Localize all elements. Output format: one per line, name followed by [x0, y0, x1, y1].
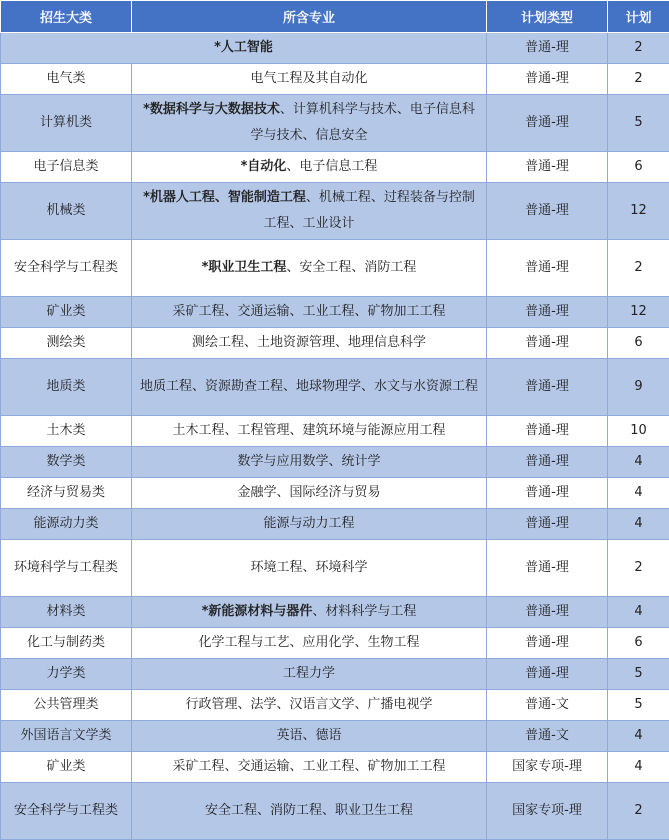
majors-rest: 采矿工程、交通运输、工业工程、矿物加工工程: [172, 759, 445, 774]
category-cell: 材料类: [1, 597, 132, 628]
plan-cell: 6: [608, 152, 669, 183]
table-row: [1, 152, 669, 183]
plan-type-cell: 普通-理: [487, 597, 608, 628]
plan-type-cell: 普通-理: [487, 359, 608, 416]
category-cell: 数学类: [1, 447, 132, 478]
majors-rest: 化学工程与工艺、应用化学、生物工程: [198, 635, 419, 650]
majors-rest: 测绘工程、土地资源管理、地理信息科学: [192, 335, 426, 350]
majors-rest: 金融学、国际经济与贸易: [237, 485, 380, 500]
plan-type-cell: 国家专项-理: [487, 752, 608, 783]
plan-cell: 9: [608, 359, 669, 416]
plan-cell: 6: [608, 628, 669, 659]
majors-rest: 、材料科学与工程: [312, 604, 416, 619]
category-cell: 安全科学与工程类: [1, 240, 132, 297]
majors-rest: 地质工程、资源勘查工程、地球物理学、水文与水资源工程: [140, 379, 478, 394]
majors-cell: [1, 33, 487, 64]
plan-type-cell: 普通-理: [487, 478, 608, 509]
majors-cell: [132, 721, 487, 752]
plan-cell: 4: [608, 597, 669, 628]
plan-cell: 4: [608, 509, 669, 540]
table-row: [1, 416, 669, 447]
plan-cell: 5: [608, 659, 669, 690]
majors-bold: *机器人工程、智能制造工程: [143, 190, 306, 205]
header-majors: 所含专业: [132, 1, 487, 33]
majors-cell: [132, 659, 487, 690]
category-cell: 电子信息类: [1, 152, 132, 183]
category-cell: 外国语言文学类: [1, 721, 132, 752]
table-row: [1, 297, 669, 328]
category-cell: 公共管理类: [1, 690, 132, 721]
plan-cell: 6: [608, 328, 669, 359]
table-row: [1, 447, 669, 478]
majors-cell: [132, 240, 487, 297]
majors-bold: *数据科学与大数据技术: [143, 102, 280, 117]
table-row: [1, 509, 669, 540]
majors-cell: [132, 447, 487, 478]
plan-type-cell: 普通-理: [487, 416, 608, 447]
plan-type-cell: 普通-理: [487, 509, 608, 540]
majors-rest: 行政管理、法学、汉语言文学、广播电视学: [185, 697, 432, 712]
majors-cell: [132, 628, 487, 659]
plan-type-cell: 普通-理: [487, 152, 608, 183]
plan-type-cell: 普通-文: [487, 721, 608, 752]
plan-type-cell: 普通-理: [487, 183, 608, 240]
majors-rest: 数学与应用数学、统计学: [237, 454, 380, 469]
table-row: [1, 540, 669, 597]
table-row: [1, 721, 669, 752]
table-row: [1, 95, 669, 152]
category-cell: 能源动力类: [1, 509, 132, 540]
plan-cell: 4: [608, 721, 669, 752]
plan-type-cell: 普通-理: [487, 659, 608, 690]
majors-cell: [132, 540, 487, 597]
plan-type-cell: 国家专项-理: [487, 783, 608, 840]
table-row: [1, 752, 669, 783]
majors-rest: 安全工程、消防工程、职业卫生工程: [205, 803, 413, 818]
majors-cell: [132, 478, 487, 509]
category-cell: 安全科学与工程类: [1, 783, 132, 840]
majors-rest: 环境工程、环境科学: [250, 560, 367, 575]
category-cell: 矿业类: [1, 297, 132, 328]
plan-cell: 2: [608, 540, 669, 597]
majors-cell: [132, 690, 487, 721]
plan-cell: 5: [608, 95, 669, 152]
plan-cell: 10: [608, 416, 669, 447]
majors-cell: [132, 183, 487, 240]
majors-rest: 能源与动力工程: [263, 516, 354, 531]
plan-type-cell: 普通-理: [487, 240, 608, 297]
category-cell: 地质类: [1, 359, 132, 416]
plan-type-cell: 普通-理: [487, 540, 608, 597]
table-row: [1, 64, 669, 95]
plan-type-cell: 普通-文: [487, 690, 608, 721]
majors-rest: 工程力学: [283, 666, 335, 681]
table-row: [1, 359, 669, 416]
table-row: [1, 690, 669, 721]
plan-type-cell: 普通-理: [487, 297, 608, 328]
majors-cell: [132, 64, 487, 95]
header-plan: 计划: [608, 1, 669, 33]
category-cell: 力学类: [1, 659, 132, 690]
table-row: [1, 240, 669, 297]
plan-cell: 12: [608, 183, 669, 240]
majors-rest: 、机械工程、过程装备与控制工程、工业设计: [263, 190, 474, 231]
plan-cell: 5: [608, 690, 669, 721]
header-category: 招生大类: [1, 1, 132, 33]
majors-rest: 英语、德语: [276, 728, 341, 743]
majors-rest: 土木工程、工程管理、建筑环境与能源应用工程: [172, 423, 445, 438]
majors-cell: [132, 359, 487, 416]
majors-cell: [132, 597, 487, 628]
table-row: [1, 478, 669, 509]
category-cell: 经济与贸易类: [1, 478, 132, 509]
majors-cell: [132, 783, 487, 840]
majors-rest: 、安全工程、消防工程: [286, 260, 416, 275]
majors-cell: [132, 416, 487, 447]
category-cell: 土木类: [1, 416, 132, 447]
majors-cell: [132, 297, 487, 328]
category-cell: 测绘类: [1, 328, 132, 359]
category-cell: 矿业类: [1, 752, 132, 783]
plan-cell: 4: [608, 752, 669, 783]
majors-bold: *人工智能: [214, 40, 273, 55]
majors-cell: [132, 95, 487, 152]
category-cell: 计算机类: [1, 95, 132, 152]
plan-type-cell: 普通-理: [487, 328, 608, 359]
category-cell: 环境科学与工程类: [1, 540, 132, 597]
majors-cell: [132, 509, 487, 540]
header-row: [1, 1, 669, 33]
majors-cell: [132, 152, 487, 183]
majors-cell: [132, 328, 487, 359]
table-row: [1, 33, 669, 64]
majors-bold: *新能源材料与器件: [202, 604, 313, 619]
category-cell: 化工与制药类: [1, 628, 132, 659]
plan-type-cell: 普通-理: [487, 95, 608, 152]
category-cell: 电气类: [1, 64, 132, 95]
table-row: [1, 783, 669, 840]
majors-rest: 、电子信息工程: [286, 159, 377, 174]
plan-cell: 2: [608, 783, 669, 840]
plan-type-cell: 普通-理: [487, 447, 608, 478]
category-cell: 机械类: [1, 183, 132, 240]
plan-cell: 2: [608, 240, 669, 297]
plan-cell: 4: [608, 478, 669, 509]
plan-cell: 12: [608, 297, 669, 328]
majors-rest: 、计算机科学与技术、电子信息科学与技术、信息安全: [250, 102, 474, 143]
majors-rest: 采矿工程、交通运输、工业工程、矿物加工工程: [172, 304, 445, 319]
plan-cell: 2: [608, 33, 669, 64]
majors-bold: *自动化: [241, 159, 287, 174]
plan-cell: 2: [608, 64, 669, 95]
header-plan-type: 计划类型: [487, 1, 608, 33]
plan-type-cell: 普通-理: [487, 64, 608, 95]
plan-cell: 4: [608, 447, 669, 478]
majors-bold: *职业卫生工程: [202, 260, 287, 275]
plan-type-cell: 普通-理: [487, 628, 608, 659]
table-row: [1, 659, 669, 690]
plan-type-cell: 普通-理: [487, 33, 608, 64]
table-row: [1, 328, 669, 359]
majors-cell: [132, 752, 487, 783]
table-row: [1, 628, 669, 659]
table-row: [1, 597, 669, 628]
majors-rest: 电气工程及其自动化: [250, 71, 367, 86]
table-row: [1, 183, 669, 240]
